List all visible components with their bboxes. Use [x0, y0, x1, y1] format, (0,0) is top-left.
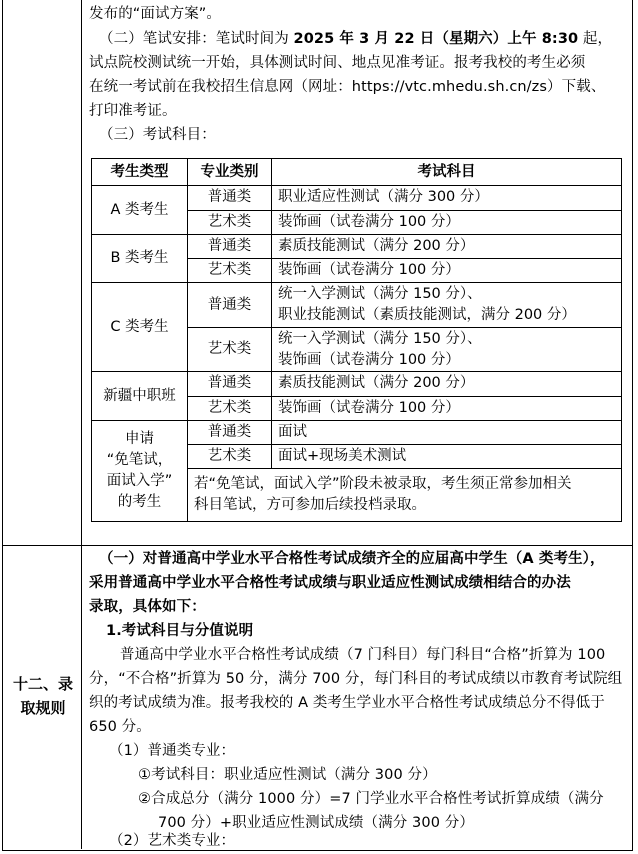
interview-note-line: 科目笔试，方可参加后续投档录取。	[194, 497, 426, 514]
table-row	[92, 372, 622, 396]
candidate-type-b: B 类考生	[92, 234, 188, 283]
announcement-line: 发布的“面试方案”。	[89, 6, 222, 22]
subjects-table	[91, 158, 622, 522]
exam-date: 2025 年 3 月 22 日（星期六）上午 8:30	[293, 31, 579, 47]
header-exam-subjects: 考试科目	[272, 159, 622, 186]
exam-subject: 素质技能测试（满分 200 分）	[272, 372, 622, 396]
interview-note	[188, 469, 622, 522]
candidate-type-xinjiang: 新疆中职班	[92, 372, 188, 421]
table-row	[92, 283, 622, 327]
list-item: （2）艺术类专业：	[109, 833, 236, 849]
exam-subject-line: 装饰画（试卷满分 100 分）	[278, 351, 460, 368]
section-label	[9, 672, 77, 720]
row-divider	[3, 545, 632, 546]
major-category: 普通类	[188, 420, 272, 444]
candidate-type-line: “免笔试，	[106, 451, 173, 468]
table-row	[92, 234, 622, 258]
major-category: 普通类	[188, 372, 272, 396]
major-category: 艺术类	[188, 396, 272, 420]
list-item: 700 分）+职业适应性测试成绩（满分 300 分）	[158, 815, 474, 831]
header-candidate-type: 考生类型	[92, 159, 188, 186]
exam-arrangement-prefix: （二）笔试安排：笔试时间为	[99, 31, 294, 47]
list-item: （1）普通类专业：	[109, 743, 236, 759]
exam-arrangement-line-4: 打印准考证。	[89, 103, 177, 119]
admission-intro-line: 录取，具体如下：	[89, 599, 206, 615]
major-category: 艺术类	[188, 445, 272, 469]
exam-arrangement-line-3: 在统一考试前在我校招生信息网（网址：https://vtc.mhedu.sh.cn/zs）下载、	[89, 79, 606, 95]
paragraph-line: 分，“不合格”折算为 50 分，满分 700 分，每门科目的考试成绩以市教育考试院组	[89, 671, 623, 687]
exam-subject: 装饰画（试卷满分 100 分）	[272, 210, 622, 234]
candidate-type-interview	[92, 420, 188, 521]
exam-subject	[272, 327, 622, 371]
exam-arrangement-line	[99, 28, 612, 50]
list-item: ①考试科目：职业适应性测试（满分 300 分）	[138, 767, 437, 783]
exam-arrangement-suffix: 起，	[578, 31, 613, 47]
admission-intro-line: 采用普通高中学业水平合格性考试成绩与职业适应性测试成绩相结合的办法	[89, 575, 571, 591]
column-divider	[81, 0, 82, 849]
candidate-type-a: A 类考生	[92, 186, 188, 235]
exam-subject-line: 统一入学测试（满分 150 分）、	[278, 286, 482, 303]
exam-subject-line: 统一入学测试（满分 150 分）、	[278, 330, 482, 347]
section-label-line: 十二、录	[12, 675, 73, 693]
major-category: 艺术类	[188, 327, 272, 371]
paragraph-line: 650 分。	[89, 719, 151, 735]
exam-subject: 装饰画（试卷满分 100 分）	[272, 396, 622, 420]
candidate-type-line: 面试入学”	[106, 472, 173, 489]
admission-intro-line: （一）对普通高中学业水平合格性考试成绩齐全的应届高中学生（A 类考生），	[99, 551, 605, 567]
exam-subject: 职业适应性测试（满分 300 分）	[272, 186, 622, 210]
exam-subject: 素质技能测试（满分 200 分）	[272, 234, 622, 258]
table-row	[92, 186, 622, 210]
candidate-type-line: 申请	[125, 430, 154, 447]
table-row	[92, 420, 622, 444]
paragraph-line: 普通高中学业水平合格性考试成绩（7 门科目）每门科目“合格”折算为 100	[120, 647, 606, 663]
major-category: 普通类	[188, 186, 272, 210]
exam-subject	[272, 283, 622, 327]
list-item: ②合成总分（满分 1000 分）=7 门学业水平合格性考试折算成绩（满分	[138, 791, 604, 807]
interview-note-line: 若“免笔试，面试入学”阶段未被录取，考生须正常参加相关	[194, 476, 572, 493]
paragraph-line: 织的考试成绩为准。报考我校的 A 类考生学业水平合格性考试成绩总分不得低于	[89, 695, 605, 711]
table-header-row	[92, 159, 622, 186]
candidate-type-line: 的考生	[117, 493, 162, 510]
header-major-category: 专业类别	[188, 159, 272, 186]
major-category: 艺术类	[188, 210, 272, 234]
exam-subject-line: 职业技能测试（素质技能测试，满分 200 分）	[278, 307, 576, 324]
exam-subject: 面试+现场美术测试	[272, 445, 622, 469]
subsection-title: 1.考试科目与分值说明	[106, 623, 254, 639]
major-category: 普通类	[188, 234, 272, 258]
exam-subject: 装饰画（试卷满分 100 分）	[272, 259, 622, 283]
major-category: 普通类	[188, 283, 272, 327]
subjects-heading: （三）考试科目：	[99, 127, 216, 143]
document-frame	[2, 0, 633, 851]
section-label-line: 取规则	[20, 699, 66, 717]
exam-arrangement-line-2: 试点院校测试统一开始，具体测试时间、地点见准考证。报考我校的考生必须	[89, 55, 586, 71]
major-category: 艺术类	[188, 259, 272, 283]
candidate-type-c: C 类考生	[92, 283, 188, 372]
exam-subject: 面试	[272, 420, 622, 444]
